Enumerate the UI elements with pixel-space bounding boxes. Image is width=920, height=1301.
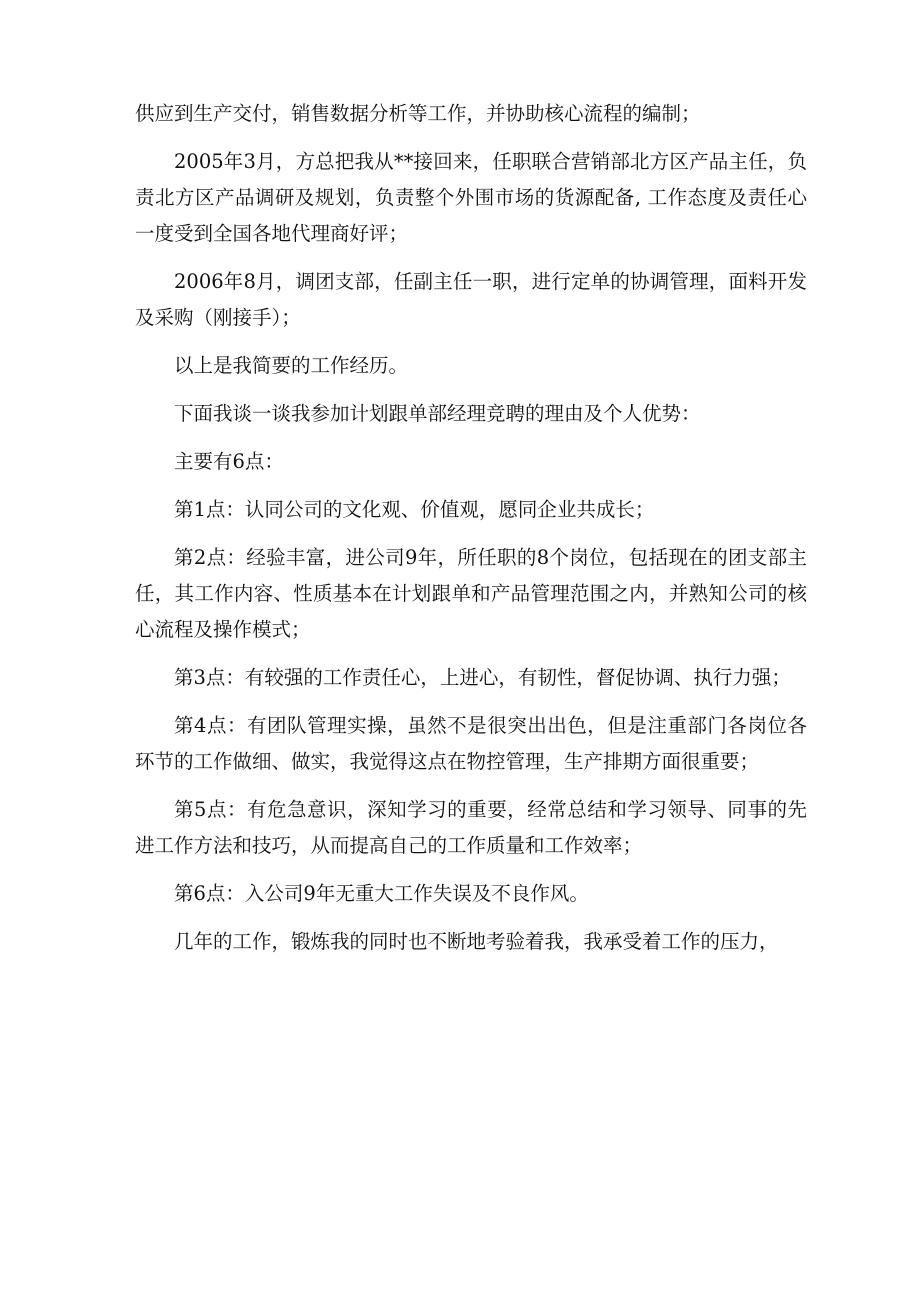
paragraph-2006-experience: 2006年8月，调团支部，任副主任一职，进行定单的协调管理，面料开发及采购（刚接手）； — [135, 270, 807, 329]
paragraph-2005-experience: 2005年3月，方总把我从**接回来，任职联合营销部北方区产品主任，负责北方区产品调研及规划，负责整个外围市场的货源配备, 工作态度及责任心一度受到全国各地代理商好评； — [135, 150, 807, 245]
paragraph-point-3: 第3点：有较强的工作责任心，上进心，有韧性，督促协调、执行力强； — [174, 666, 791, 689]
paragraph-experience-summary: 以上是我简要的工作经历。 — [174, 354, 409, 377]
paragraph-continuation: 供应到生产交付，销售数据分析等工作，并协助核心流程的编制； — [135, 102, 701, 125]
paragraph-reasons-intro: 下面我谈一谈我参加计划跟单部经理竞聘的理由及个人优势： — [174, 402, 701, 425]
paragraph-point-5: 第5点：有危急意识，深知学习的重要，经常总结和学习领导、同事的先进工作方法和技巧，从而提高自己的工作质量和工作效率； — [135, 798, 807, 857]
paragraph-point-2: 第2点：经验丰富，进公司9年，所任职的8个岗位，包括现在的团支部主任，其工作内容、性质基本在计划跟单和产品管理范围之内，并熟知公司的核心流程及操作模式； — [135, 546, 807, 641]
paragraph-closing: 几年的工作，锻炼我的同时也不断地考验着我，我承受着工作的压力， — [174, 930, 779, 953]
paragraph-point-6: 第6点：入公司9年无重大工作失误及不良作风。 — [174, 882, 589, 905]
paragraph-point-1: 第1点：认同公司的文化观、价值观，愿同企业共成长； — [174, 498, 655, 521]
paragraph-point-4: 第4点：有团队管理实操，虽然不是很突出出色，但是注重部门各岗位各环节的工作做细、做实，我觉得这点在物控管理，生产排期方面很重要； — [135, 714, 807, 773]
document-body — [135, 96, 807, 972]
paragraph-six-points: 主要有6点： — [174, 450, 284, 473]
